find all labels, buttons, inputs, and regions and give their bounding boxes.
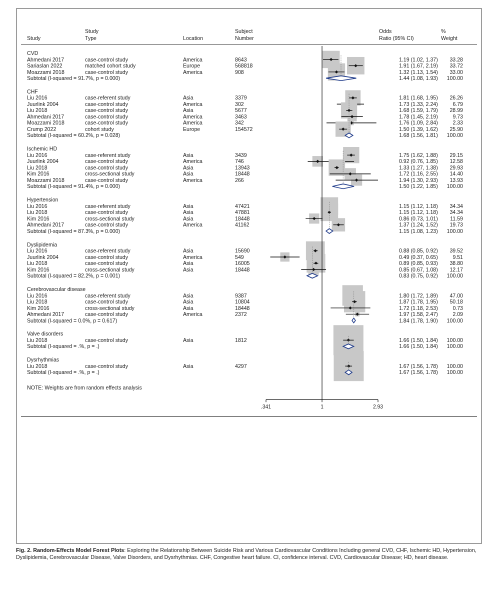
subject-number: 9387: [235, 293, 247, 300]
weight-text: 50.18: [449, 299, 463, 306]
study-type: cross-sectional study: [85, 267, 135, 274]
odds-ratio-text: 1.72 (1.18, 2.53): [399, 305, 438, 312]
study-name: Kim 2016: [27, 267, 50, 274]
subtotal-label: Subtotal (I-squared = .%, p = .): [27, 370, 100, 377]
subject-number: 18448: [235, 171, 250, 178]
study-type: case-control study: [85, 363, 128, 370]
study-name: Liu 2018: [27, 337, 48, 344]
odds-ratio-text: 1.87 (1.78, 1.95): [399, 299, 438, 306]
study-name: Kim 2016: [27, 216, 50, 223]
subtotal-odds-ratio-text: 1.50 (1.22, 1.85): [399, 184, 438, 191]
study-name: Liu 2018: [27, 299, 48, 306]
study-location: Asia: [183, 203, 194, 210]
odds-ratio-text: 0.92 (0.76, 1.85): [399, 159, 438, 166]
weight-text: 33.28: [449, 57, 463, 64]
study-location: Asia: [183, 363, 194, 370]
study-type: case-control study: [85, 312, 128, 318]
study-name: Liu 2016: [27, 248, 48, 255]
study-location: America: [183, 312, 203, 318]
subtotal-diamond: [352, 318, 355, 323]
weight-text: 9.51: [452, 254, 463, 261]
subject-number: 10804: [235, 299, 250, 306]
weight-text: 26.26: [449, 95, 463, 102]
subtotal-diamond: [332, 184, 354, 189]
subject-number: 154572: [235, 126, 253, 133]
study-location: Asia: [183, 248, 194, 255]
subtotal-label: Subtotal (I-squared = 0.0%, p = 0.617): [27, 318, 118, 325]
odds-ratio-text: 0.86 (0.73, 1.01): [399, 216, 438, 223]
study-type: case-control study: [85, 222, 128, 229]
study-type: matched cohort study: [85, 63, 136, 70]
header-odds: Ratio (95% CI): [379, 36, 414, 42]
weight-text: 38.80: [449, 261, 463, 268]
study-name: Moazzami 2018: [27, 69, 65, 76]
odds-ratio-text: 1.81 (1.68, 1.95): [399, 95, 438, 102]
study-type: case-control study: [85, 114, 128, 121]
subject-number: 549: [235, 254, 244, 261]
weight-text: 29.93: [449, 165, 463, 172]
study-name: Juurlink 2004: [27, 101, 59, 108]
weight-text: 34.34: [449, 203, 463, 210]
study-type: case-control study: [85, 210, 128, 217]
study-name: Liu 2018: [27, 165, 48, 172]
weight-text: 34.34: [449, 210, 463, 217]
study-type: case-control study: [85, 261, 128, 268]
odds-ratio-text: 1.66 (1.50, 1.84): [399, 337, 438, 344]
subtotal-odds-ratio-text: 1.68 (1.56, 1.81): [399, 133, 438, 140]
subtotal-label: Subtotal (I-squared = 82.2%, p = 0.001): [27, 273, 121, 280]
odds-ratio-text: 1.33 (1.27, 1.38): [399, 165, 438, 172]
study-name: Ahmedani 2017: [27, 312, 65, 318]
odds-ratio-text: 1.97 (1.58, 2.47): [399, 312, 438, 318]
odds-ratio-text: 1.15 (1.12, 1.18): [399, 210, 438, 217]
subtotal-label: Subtotal (I-squared = 91.7%, p = 0.000): [27, 76, 121, 82]
study-name: Ahmedani 2017: [27, 222, 65, 229]
study-type: case-control study: [85, 120, 128, 127]
subtotal-odds-ratio-text: 1.44 (1.08, 1.93): [399, 76, 438, 82]
subject-number: 47881: [235, 210, 250, 217]
subtotal-weight-text: 100.00: [446, 370, 463, 377]
header-type: Type: [85, 36, 97, 42]
weight-text: 28.99: [449, 108, 463, 115]
odds-ratio-text: 1.32 (1.13, 1.54): [399, 69, 438, 76]
study-location: Asia: [183, 210, 194, 217]
caption-title: Random-Effects Model Forest Plots: [33, 548, 125, 554]
header-weight: Weight: [441, 36, 458, 42]
group-label: Cerebrovascular disease: [27, 287, 86, 293]
study-type: case-referent study: [85, 293, 131, 300]
subtotal-odds-ratio-text: 0.83 (0.75, 0.92): [399, 273, 438, 280]
subtotal-odds-ratio-text: 1.66 (1.50, 1.84): [399, 344, 438, 351]
header-type-top: Study: [85, 29, 99, 35]
subtotal-weight-text: 100.00: [446, 344, 463, 351]
study-location: Asia: [183, 305, 194, 312]
subtotal-odds-ratio-text: 1.67 (1.56, 1.78): [399, 370, 438, 377]
study-location: America: [183, 159, 203, 166]
study-name: Juurlink 2004: [27, 254, 59, 261]
odds-ratio-text: 1.37 (1.24, 1.52): [399, 222, 438, 229]
study-location: Asia: [183, 267, 194, 274]
study-name: Moazzami 2018: [27, 120, 65, 127]
subtotal-weight-text: 100.00: [446, 228, 463, 235]
study-name: Liu 2018: [27, 261, 48, 268]
group-label: CHF: [27, 89, 38, 96]
subject-number: 15690: [235, 248, 250, 255]
odds-ratio-text: 1.19 (1.02, 1.37): [399, 57, 438, 64]
study-location: Asia: [183, 261, 194, 268]
study-type: cross-sectional study: [85, 216, 135, 223]
subject-number: 3439: [235, 152, 247, 159]
header-subject: Number: [235, 36, 254, 42]
subject-number: 568818: [235, 63, 253, 70]
study-type: case-control study: [85, 101, 128, 108]
study-type: case-control study: [85, 165, 128, 172]
study-name: Kim 2016: [27, 171, 50, 178]
study-type: case-referent study: [85, 203, 131, 210]
header-subject-top: Subject: [235, 29, 253, 35]
header-weight-top: %: [441, 29, 446, 35]
subtotal-weight-text: 100.00: [446, 133, 463, 140]
header-odds-top: Odds: [379, 29, 392, 35]
study-type: case-control study: [85, 299, 128, 306]
x-tick-label: .341: [260, 404, 272, 411]
subtotal-weight-text: 100.00: [446, 318, 463, 325]
study-name: Liu 2016: [27, 152, 48, 159]
weight-text: 14.40: [449, 171, 463, 178]
subtotal-odds-ratio-text: 1.84 (1.78, 1.90): [399, 318, 438, 325]
weight-text: 12.58: [449, 159, 463, 166]
weight-text: 9.73: [452, 114, 463, 121]
odds-ratio-text: 1.72 (1.16, 2.55): [399, 171, 438, 178]
weight-text: 6.79: [452, 101, 463, 108]
study-type: case-control study: [85, 69, 128, 76]
header-location: Location: [183, 36, 204, 42]
weight-text: 12.17: [449, 267, 463, 274]
weight-text: 33.00: [449, 69, 463, 76]
study-location: America: [183, 114, 203, 121]
forest-plot: [17, 9, 481, 543]
subtotal-weight-text: 100.00: [446, 184, 463, 191]
study-type: case-control study: [85, 337, 128, 344]
weight-text: 2.09: [452, 312, 463, 318]
study-location: Asia: [183, 108, 194, 115]
subtotal-label: Subtotal (I-squared = 91.4%, p = 0.000): [27, 184, 121, 191]
study-location: America: [183, 120, 203, 127]
weight-text: 100.00: [446, 363, 463, 370]
study-location: America: [183, 254, 203, 261]
subject-number: 13943: [235, 165, 250, 172]
odds-ratio-text: 1.15 (1.12, 1.18): [399, 203, 438, 210]
odds-ratio-text: 0.89 (0.85, 0.93): [399, 261, 438, 268]
study-type: cross-sectional study: [85, 305, 135, 312]
study-type: case-referent study: [85, 95, 131, 102]
weight-text: 13.93: [449, 177, 463, 184]
weight-text: 19.73: [449, 222, 463, 229]
subject-number: 746: [235, 159, 244, 166]
odds-ratio-text: 0.85 (0.67, 1.08): [399, 267, 438, 274]
subject-number: 3379: [235, 95, 247, 102]
study-location: America: [183, 69, 203, 76]
caption-label: Fig. 2.: [16, 548, 32, 554]
subject-number: 4297: [235, 363, 247, 370]
note-text: NOTE: Weights are from random effects analysis: [27, 385, 142, 392]
subject-number: 302: [235, 101, 244, 108]
study-name: Ahmedani 2017: [27, 57, 65, 64]
study-type: case-control study: [85, 57, 128, 64]
study-name: Liu 2018: [27, 108, 48, 115]
odds-ratio-text: 1.91 (1.67, 2.19): [399, 63, 438, 70]
subject-number: 18448: [235, 267, 250, 274]
subject-number: 8643: [235, 57, 247, 64]
odds-ratio-text: 0.49 (0.37, 0.65): [399, 254, 438, 261]
weight-text: 29.15: [449, 152, 463, 159]
odds-ratio-text: 1.76 (1.09, 2.84): [399, 120, 438, 127]
weight-text: 39.52: [449, 248, 463, 255]
study-location: Europe: [183, 63, 201, 70]
study-name: Sariaslan 2022: [27, 63, 63, 70]
group-label: Valve disorders: [27, 331, 64, 338]
subject-number: 18448: [235, 216, 250, 223]
study-location: Asia: [183, 293, 194, 300]
odds-ratio-text: 1.78 (1.45, 2.19): [399, 114, 438, 121]
study-location: Asia: [183, 152, 194, 159]
study-type: case-control study: [85, 159, 128, 166]
subtotal-label: Subtotal (I-squared = 87.3%, p = 0.000): [27, 228, 121, 235]
subtotal-weight-text: 100.00: [446, 76, 463, 82]
odds-ratio-text: 1.73 (1.33, 2.24): [399, 101, 438, 108]
study-name: Juurlink 2004: [27, 159, 59, 166]
subtotal-label: Subtotal (I-squared = .%, p = .): [27, 344, 100, 351]
group-label: CVD: [27, 51, 39, 57]
odds-ratio-text: 1.80 (1.72, 1.89): [399, 293, 438, 300]
study-location: Europe: [183, 126, 201, 133]
odds-ratio-text: 1.75 (1.62, 1.88): [399, 152, 438, 159]
subject-number: 5677: [235, 108, 247, 115]
subject-number: 3463: [235, 114, 247, 121]
study-type: cohort study: [85, 126, 114, 133]
study-location: America: [183, 57, 203, 64]
subject-number: 16005: [235, 261, 250, 268]
subtotal-label: Subtotal (I-squared = 60.2%, p = 0.028): [27, 133, 121, 140]
odds-ratio-text: 0.88 (0.85, 0.92): [399, 248, 438, 255]
weight-text: 100.00: [446, 337, 463, 344]
group-label: Hypertension: [27, 197, 59, 204]
study-name: Liu 2016: [27, 293, 48, 300]
weight-text: 0.73: [452, 305, 463, 312]
weight-text: 2.33: [452, 120, 463, 127]
study-location: Asia: [183, 337, 194, 344]
group-label: Ischemic HD: [27, 146, 58, 153]
study-name: Liu 2018: [27, 210, 48, 217]
study-location: Asia: [183, 216, 194, 223]
x-tick-label: 1: [320, 404, 324, 411]
figure-caption: [16, 548, 482, 563]
subject-number: 1812: [235, 337, 247, 344]
forest-plot-figure: [16, 8, 482, 544]
odds-ratio-text: 1.50 (1.39, 1.62): [399, 126, 438, 133]
study-location: America: [183, 101, 203, 108]
weight-text: 11.59: [450, 216, 463, 223]
study-location: America: [183, 222, 203, 229]
subtotal-weight-text: 100.00: [446, 273, 463, 280]
caption-text: : Exploring the Relationship Between Suicide Risk and Various Cardiovascular Conditions Including general CVD, CHF, Ischemic HD, Hypertension, Dyslipidemia, Cerebrovascular Disease, Valve Disorders, and Dysrhythmias. CHF, Congestive heart failure. CI, confidence interval. CVD, Cardiovascular Disease; HD, heart disease.: [16, 548, 477, 562]
study-type: case-control study: [85, 177, 128, 184]
study-type: case-control study: [85, 108, 128, 115]
subject-number: 47421: [235, 203, 250, 210]
study-location: Asia: [183, 165, 194, 172]
study-name: Kim 2016: [27, 305, 50, 312]
study-name: Moazzami 2018: [27, 177, 65, 184]
group-label: Dyslipidemia: [27, 242, 58, 249]
study-type: case-referent study: [85, 152, 131, 159]
subject-number: 2372: [235, 312, 247, 318]
subject-number: 41162: [235, 222, 250, 229]
study-location: America: [183, 177, 203, 184]
study-name: Ahmedani 2017: [27, 114, 65, 121]
study-name: Liu 2016: [27, 203, 48, 210]
study-name: Liu 2016: [27, 95, 48, 102]
weight-text: 47.00: [449, 293, 463, 300]
study-type: case-referent study: [85, 248, 131, 255]
study-location: Asia: [183, 299, 194, 306]
study-type: cross-sectional study: [85, 171, 135, 178]
study-name: Crump 2022: [27, 126, 57, 133]
subtotal-odds-ratio-text: 1.15 (1.08, 1.23): [399, 228, 438, 235]
x-tick-label: 2.93: [372, 404, 384, 411]
weight-text: 25.90: [449, 126, 463, 133]
subject-number: 342: [235, 120, 244, 127]
odds-ratio-text: 1.94 (1.30, 2.93): [399, 177, 438, 184]
odds-ratio-text: 1.68 (1.59, 1.79): [399, 108, 438, 115]
odds-ratio-text: 1.67 (1.56, 1.78): [399, 363, 438, 370]
header-study: Study: [27, 36, 41, 42]
subject-number: 266: [235, 177, 244, 184]
study-location: Asia: [183, 171, 194, 178]
study-name: Liu 2018: [27, 363, 48, 370]
weight-text: 33.72: [449, 63, 463, 70]
study-location: Asia: [183, 95, 194, 102]
group-label: Dysrhythmias: [27, 357, 60, 364]
subject-number: 908: [235, 69, 244, 76]
subject-number: 18448: [235, 305, 250, 312]
study-type: case-control study: [85, 254, 128, 261]
